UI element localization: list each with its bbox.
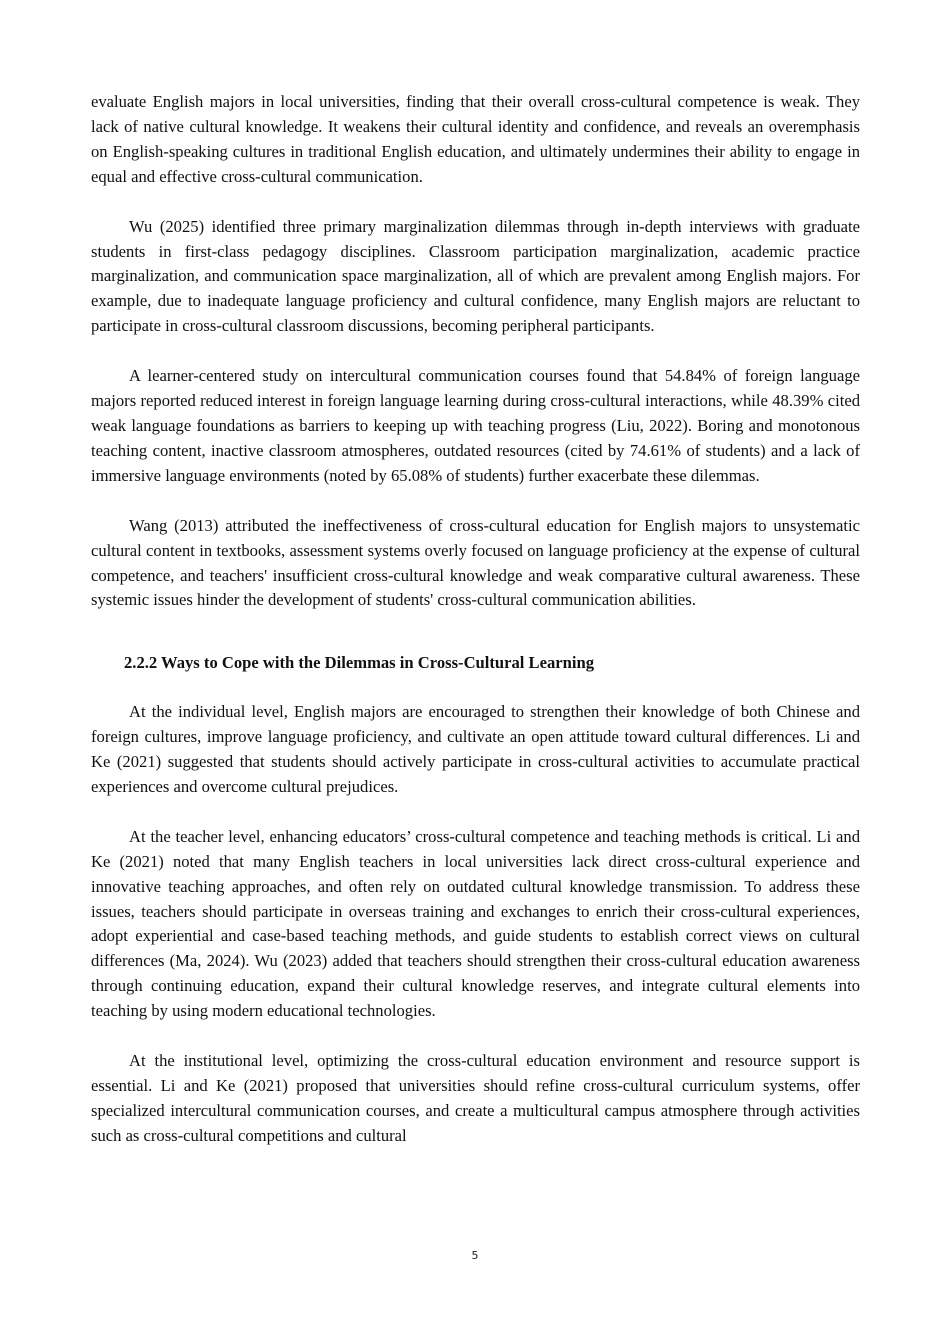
body-paragraph: At the teacher level, enhancing educators’ cross-cultural competence and teaching methods is critical. Li and Ke (2021) noted that many English teachers in local universities lack direct cross-cultural experience and innovative teaching approaches, and often rely on outdated cultural knowledge transmission. To address these issues, teachers should participate in overseas training and exchanges to enrich their cross-cultural experiences, adopt experiential and case-based teaching methods, and guide students to establish correct views on cultural differences (Ma, 2024). Wu (2023) added that teachers should strengthen their cross-cultural education awareness through continuing education, expand their cultural knowledge reserves, and integrate cultural elements into teaching by using modern educational technologies. — [91, 826, 860, 1021]
page-number: 5 — [471, 1249, 479, 1262]
body-paragraph: A learner-centered study on intercultural communication courses found that 54.84% of foreign language majors reported reduced interest in foreign language learning during cross-cultural interactions, while 48.39% cited weak language foundations as barriers to keeping up with teaching progress (Liu, 2022). Boring and monotonous teaching content, inactive classroom atmospheres, outdated resources (cited by 74.61% of students) and a lack of immersive language environments (noted by 65.08% of students) further exacerbate these dilemmas. — [91, 366, 860, 485]
document-page — [91, 90, 860, 1174]
body-paragraph: At the individual level, English majors are encouraged to strengthen their knowledge of both Chinese and foreign cultures, improve language proficiency, and cultivate an open attitude toward cultural differences. Li and Ke (2021) suggested that students should actively participate in cross-cultural activities to accumulate practical experiences and overcome cultural prejudices. — [91, 702, 860, 796]
body-paragraph: At the institutional level, optimizing the cross-cultural education environment and resource support is essential. Li and Ke (2021) proposed that universities should refine cross-cultural curriculum systems, offer specialized intercultural communication courses, and create a multicultural campus atmosphere through activities such as cross-cultural competitions and cultural — [91, 1051, 860, 1145]
section-heading: 2.2.2 Ways to Cope with the Dilemmas in Cross-Cultural Learning — [124, 653, 595, 673]
body-paragraph: Wu (2025) identified three primary marginalization dilemmas through in-depth interviews with graduate students in first-class pedagogy disciplines. Classroom participation marginalization, academic practice marginalization, and communication space marginalization, all of which are prevalent among English majors. For example, due to inadequate language proficiency and cultural confidence, many English majors are reluctant to participate in cross-cultural classroom discussions, becoming peripheral participants. — [91, 216, 860, 336]
body-paragraph: Wang (2013) attributed the ineffectiveness of cross-cultural education for English majors to unsystematic cultural content in textbooks, assessment systems overly focused on language proficiency at the expense of cultural competence, and teachers' insufficient cross-cultural knowledge and weak comparative cultural awareness. These systemic issues hinder the development of students' cross-cultural communication abilities. — [91, 515, 860, 610]
body-paragraph: evaluate English majors in local universities, finding that their overall cross-cultural competence is weak. They lack of native cultural knowledge. It weakens their cultural identity and confidence, and reveals an overemphasis on English-speaking cultures in traditional English education, and ultimately undermines their ability to engage in equal and effective cross-cultural communication. — [91, 92, 860, 186]
